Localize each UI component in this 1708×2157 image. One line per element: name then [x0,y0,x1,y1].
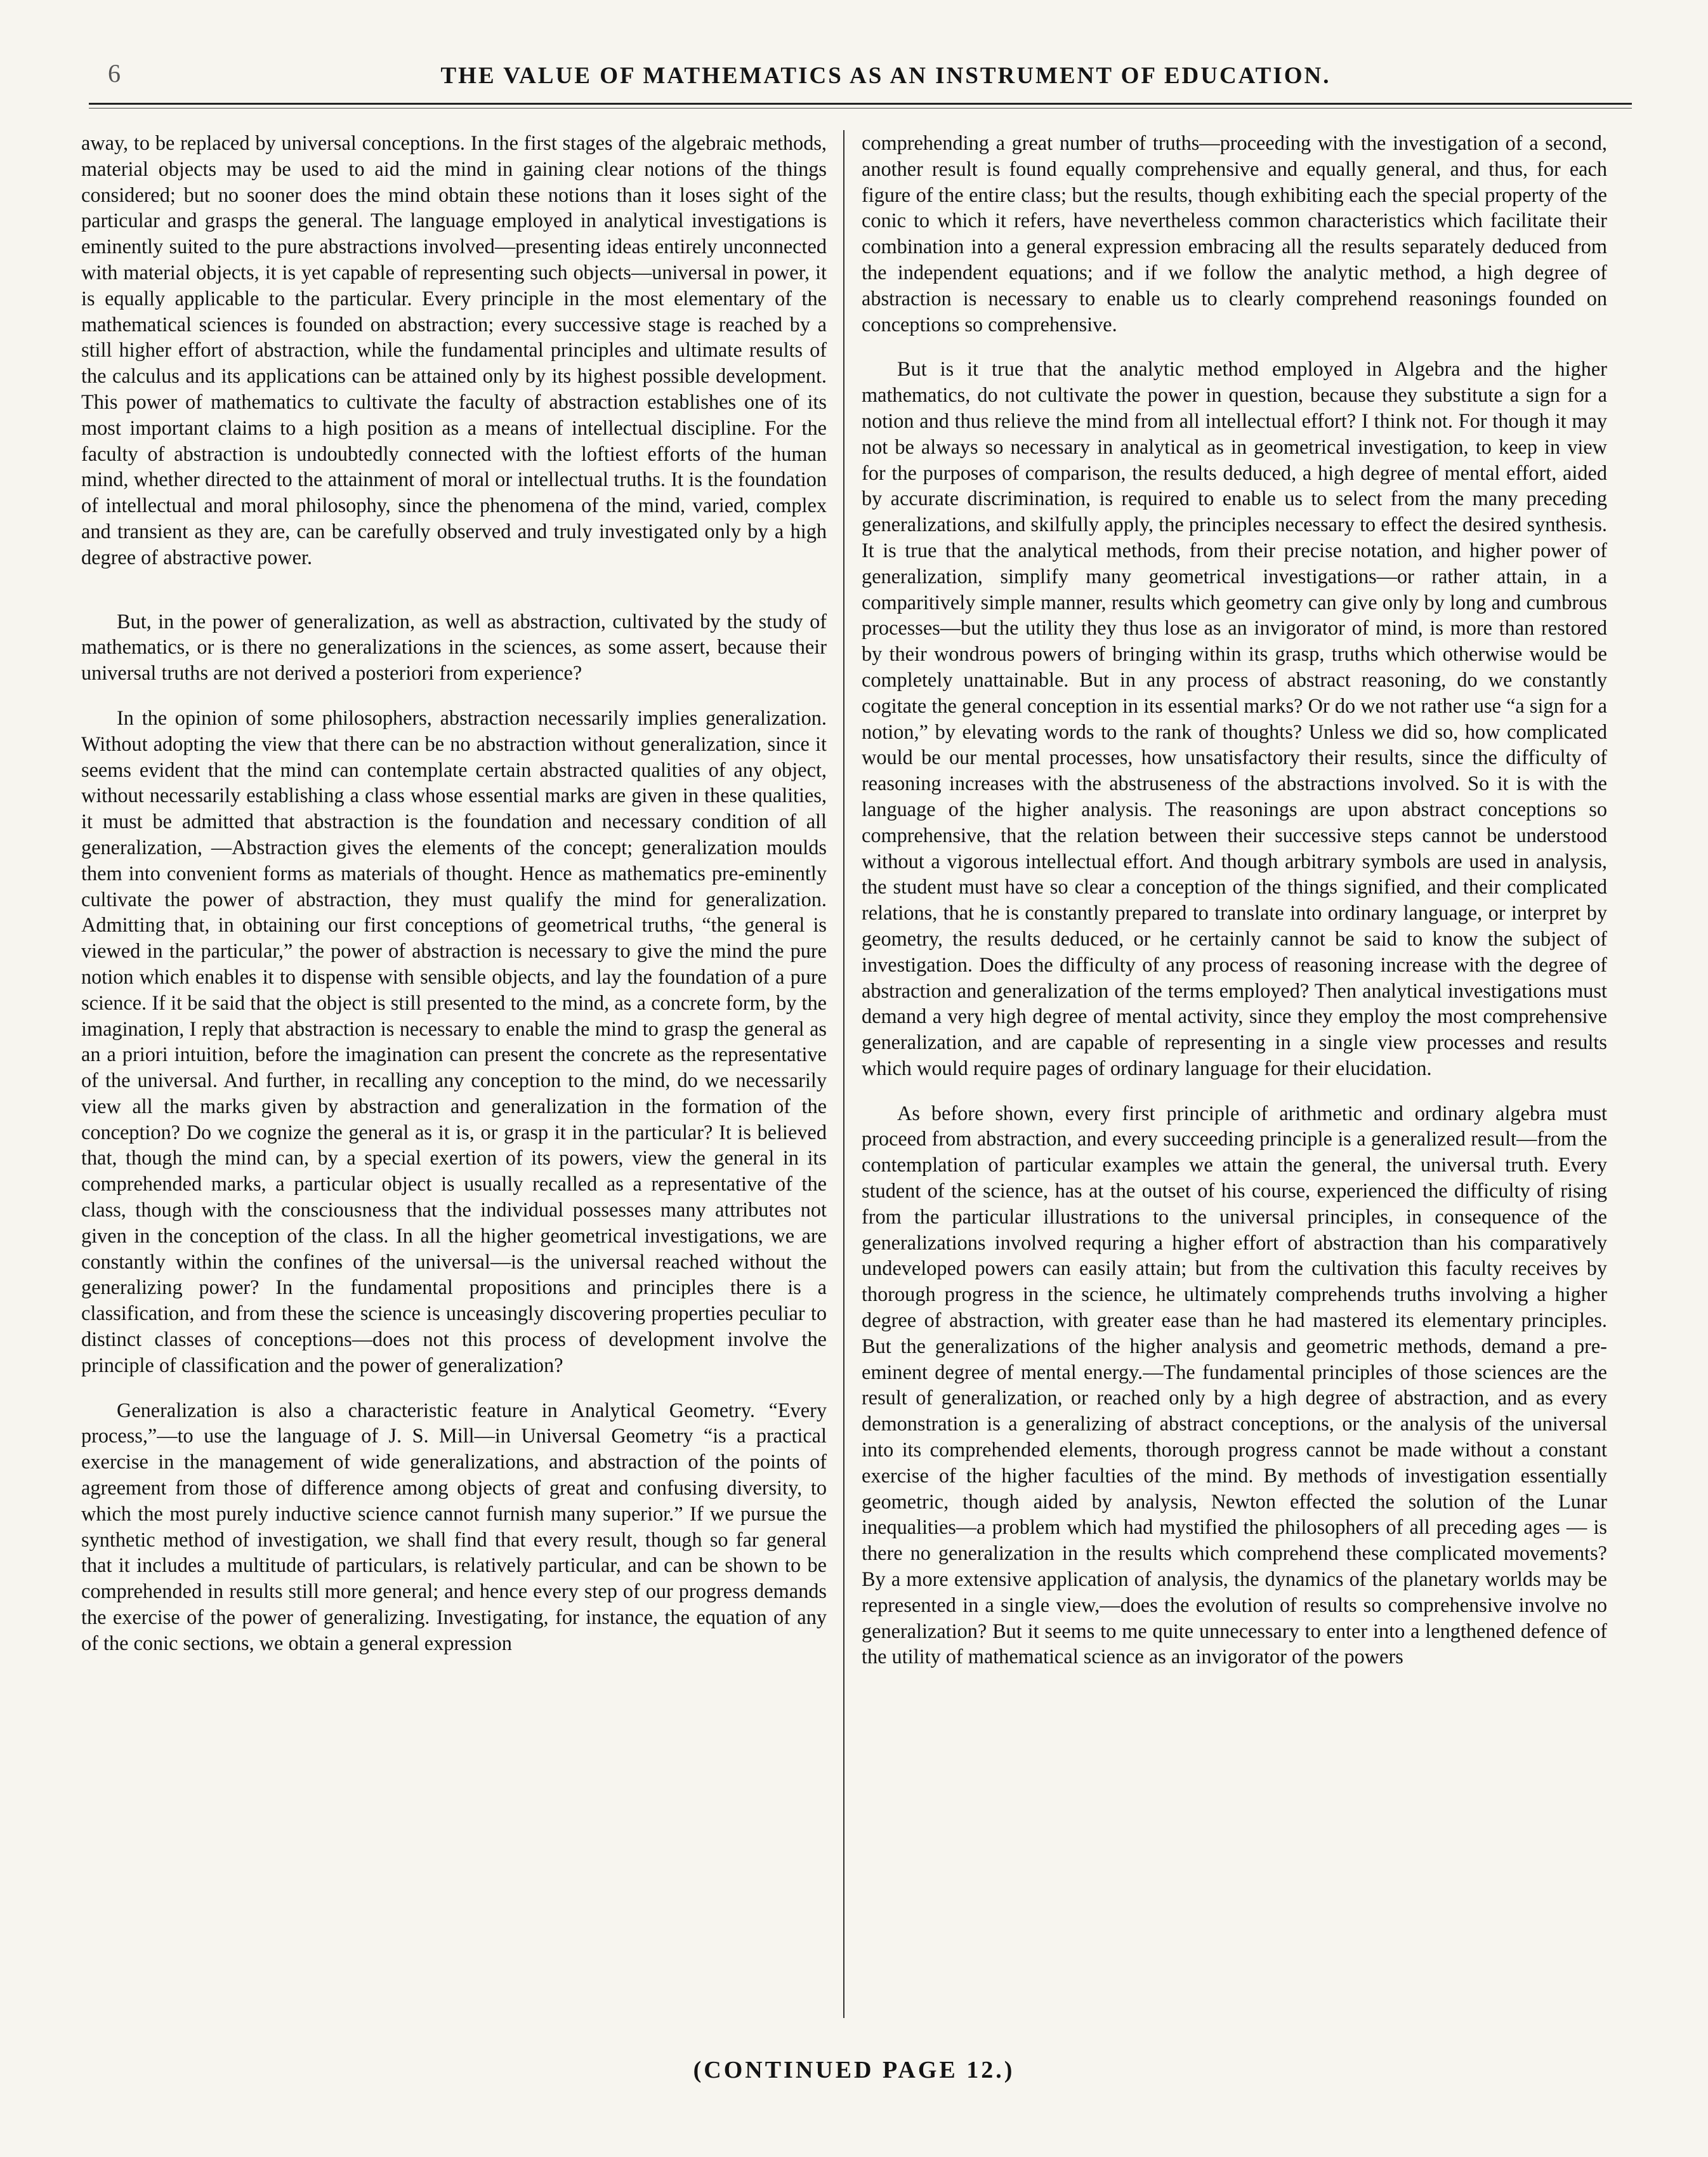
paragraph: But is it true that the analytic method employed in Algebra and the higher mathematics, do not cultivate the power in question, because they substitute a sign for a notion and thus relieve the mind from all intellectual effort? I think not. For though it may not be always so necessary in analytical as in geometrical investigation, to keep in view for the purposes of comparison, the results deduced, a high degree of mental effort, aided by accurate discrimination, is required to enable us to select from the many preceding generalizations, and skilfully apply, the principles necessary to effect the desired synthesis. It is true that the analytical methods, from their precise notation, and higher power of generalization, simplify many geometrical investigations—or rather attain, in a comparitively simple manner, results which geometry can give only by long and cumbrous processes—but the utility they thus lose as an invigorator of mind, is more than restored by their wondrous powers of bringing within its grasp, truths which otherwise would be completely unattainable. But in any process of abstract reasoning, do we constantly cogitate the general conception in its essential marks? Or do we not rather use “a sign for a notion,” by elevating words to the rank of thoughts? Unless we did so, how complicated would be our mental processes, how unsatisfactory their results, since the difficulty of reasoning increases with the abstruseness of the abstractions involved. So it is with the language of the higher analysis. The reasonings are upon abstract conceptions so comprehensive, that the relation between their successive steps cannot be understood without a vigorous intellectual effort. And though arbitrary symbols are used in analysis, the student must have so clear a conception of the things signified, and their complicated relations, that he is constantly prepared to translate into ordinary language, or interpret by geometry, the results deduced, or he certainly cannot be said to know the subject of investigation. Does the difficulty of any process of reasoning increase with the degree of abstraction and generalization of the terms employed? Then analytical investigations must demand a very high degree of mental activity, since they employ the most comprehensive generalization, and are capable of representing in a single view processes and results which would require pages of ordinary language for their elucidation. [862,357,1607,1079]
continued-note: (CONTINUED PAGE 12.) [693,2057,1015,2083]
column-divider [843,130,844,2018]
header-rule [89,103,1632,109]
running-head: THE VALUE OF MATHEMATICS AS AN INSTRUMENT OF EDUCATION. [440,63,1331,89]
right-column [862,130,1607,2018]
paragraph: away, to be replaced by universal conceptions. In the first stages of the algebraic methods, material objects may be used to aid the mind in gaining clear notions of the things considered; but no sooner does the mind obtain these notions than it loses sight of the particular and grasps the general. The language employed in analytical investigations is eminently suited to the pure abstractions involved—presenting ideas entirely unconnected with material objects, it is yet capable of representing such objects—universal in power, it is equally applicable to the particular. Every principle in the most elementary of the mathematical sciences is founded on abstraction; every successive stage is reached by a still higher effort of abstraction, while the fundamental principles and ultimate results of the calculus and its applications can be attained only by its highest possible development. This power of mathematics to cultivate the faculty of abstraction establishes one of its most important claims to a high position as a means of intellectual discipline. For the faculty of abstraction is undoubtedly connected with the loftiest efforts of the human mind, whether directed to the attainment of moral or intellectual truths. It is the foundation of intellectual and moral philosophy, since the phenomena of the mind, varied, complex and transient as they are, can be carefully observed and truly investigated only by a high degree of abstractive power. [81,131,827,569]
paragraph: comprehending a great number of truths—proceeding with the investigation of a second, another result is found equally comprehensive and equally general, and thus, for each figure of the entire class; but the results, though exhibiting each the special property of the conic to which it refers, have nevertheless common characteristics which facilitate their combination into a general expression embracing all the results separately deduced from the independent equations; and if we follow the analytic method, a high degree of abstraction is necessary to enable us to clearly comprehend reasonings founded on conceptions so comprehensive. [862,131,1607,336]
paragraph: As before shown, every first principle of arithmetic and ordinary algebra must proceed from abstraction, and every succeeding principle is a generalized result—from the contemplation of particular examples we attain the general, the universal truth. Every student of the science, has at the outset of his course, experienced the difficulty of rising from the particular illustrations to the universal principles, in consequence of the generalizations involved requring a higher effort of abstraction than his comparatively undeveloped powers can easily attain; but from the cultivation this faculty receives by thorough progress in the science, he ultimately comprehends truths involving a higher degree of abstraction, with greater ease than he had mastered its elementary principles. But the generalizations of the higher analysis and geometric methods, demand a pre-eminent degree of mental energy.—The fundamental principles of those sciences are the result of generalization, or reached only by a high degree of abstraction, and as every demonstration is a generalizing of abstract conceptions, or the analysis of the universal into its comprehended elements, thorough progress cannot be made without a constant exercise of the higher faculties of the mind. By methods of investigation essentially geometric, though aided by analysis, Newton effected the solution of the Lunar inequalities—a problem which had mystified the philosophers of all preceding ages — is there no generalization in the results which comprehend these complicated movements? By a more extensive application of analysis, the dynamics of the planetary worlds may be represented in a single view,—does the evolution of results so comprehensive involve no generalization? But it seems to me quite unnecessary to enter into a lengthened defence of the utility of mathematical science as an invigorator of the powers [862,1101,1607,1668]
page-number: 6 [108,59,127,88]
paragraph: But, in the power of generalization, as well as abstraction, cultivated by the study of mathematics, or is there no generalizations in the sciences, as some assert, because their universal truths are not derived a posteriori from experience? [81,609,827,685]
page-header [0,0,1708,133]
paragraph: In the opinion of some philosophers, abstraction necessarily implies generalization. Without adopting the view that there can be no abstraction without generalization, since it seems evident that the mind can contemplate certain abstracted qualities of any object, without necessarily establishing a class whose essential marks are given in these qualities, it must be admitted that abstraction is the foundation and necessary condition of all generalization, —Abstraction gives the elements of the concept; generalization moulds them into convenient forms as materials of thought. Hence as mathematics pre-eminently cultivate the power of abstraction, they must qualify the mind for generalization. Admitting that, in obtaining our first conceptions of geometrical truths, “the general is viewed in the particular,” the power of abstraction is necessary to give the mind the pure notion which enables it to dispense with sensible objects, and lay the foundation of a pure science. If it be said that the object is still presented to the mind, as a concrete form, by the imagination, I reply that abstraction is necessary to enable the mind to grasp the general as an a priori intuition, before the imagination can present the concrete as the representative of the universal. And further, in recalling any conception to the mind, do we necessarily view all the marks given by abstraction and generalization in the formation of the conception? Do we cognize the general as it is, or grasp it in the particular? It is believed that, though the mind can, by a special exertion of its powers, view the general in its comprehended marks, a particular object is usually recalled as a representative of the class, though with the consciousness that the individual possesses many attributes not given in the conception of the class. In all the higher geometrical investigations, we are constantly within the confines of the universal—is the universal reached without the generalizing power? In the fundamental propositions and principles there is a classification, and from these the science is unceasingly discovering properties peculiar to distinct classes of conceptions—does not this process of development involve the principle of classification and the power of generalization? [81,706,827,1376]
left-column [81,130,827,2018]
article-body [81,130,1642,2018]
paragraph: Generalization is also a characteristic feature in Analytical Geometry. “Every process,”—to use the language of J. S. Mill—in Universal Geometry “is a practical exercise in the management of wide generalizations, and abstraction of the points of agreement from those of difference among objects of great and confusing diversity, to which the most purely inductive science cannot furnish many superior.” If we pursue the synthetic method of investigation, we shall find that every result, though so far general that it includes a multitude of particulars, is relatively particular, and can be shown to be comprehended in results still more general; and hence every step of our progress demands the exercise of the power of generalizing. Investigating, for instance, the equation of any of the conic sections, we obtain a general expression [81,1398,827,1654]
